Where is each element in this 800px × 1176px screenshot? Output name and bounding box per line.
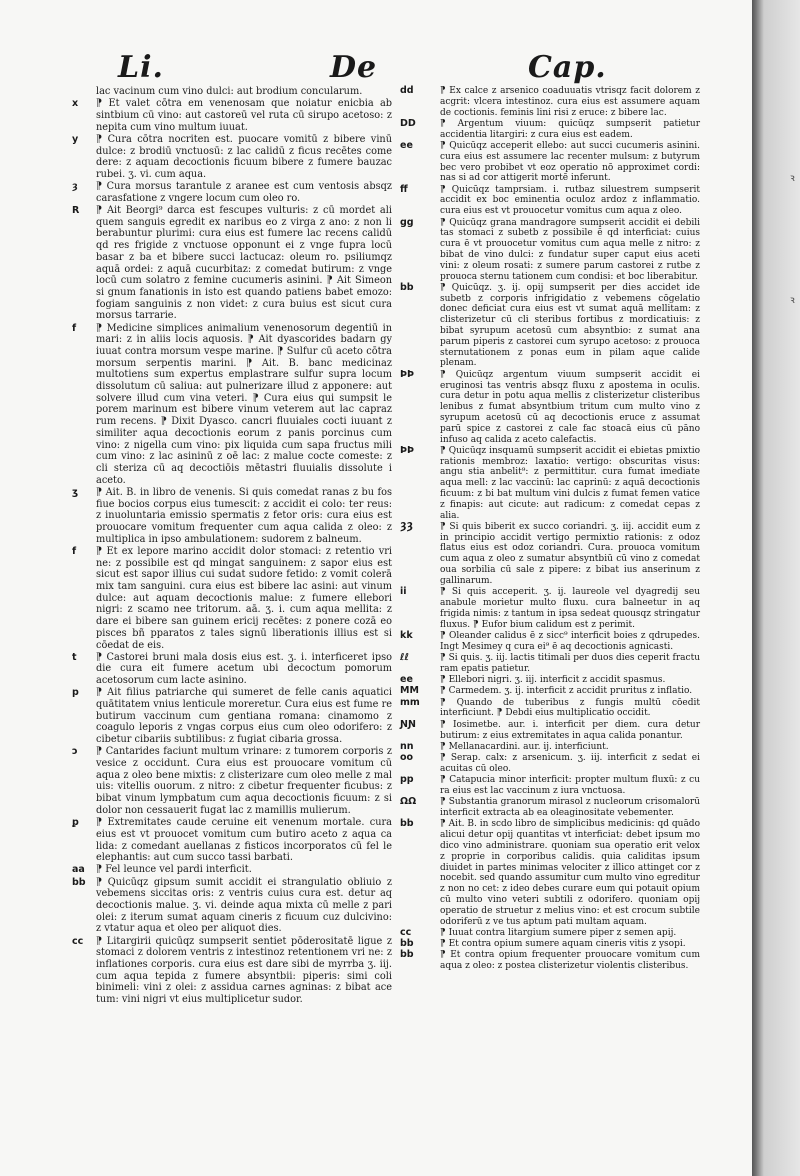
entry-text: ⁋ Et contra opium frequenter prouocare vomitum cum aqua z oleo: z postea clisterizetur violentis clisteribus.	[440, 950, 700, 972]
margin-letter: ii	[400, 586, 407, 598]
text-entry	[72, 181, 392, 204]
margin-letter: gg	[400, 216, 414, 228]
entry-text: ⁋ Ex calce z arsenico coaduuatis vtrisqz facit dolorem z acgrit: vlcera intestinoz. cura eius est assumere aquam de coctionis. feminis lini risi z eruce: z bibere lac.	[440, 86, 700, 118]
text-entry	[400, 696, 700, 720]
text-entry	[400, 139, 700, 184]
margin-letter: cc	[72, 935, 84, 947]
margin-letter: ꝑ	[72, 817, 79, 829]
margin-letter: ee	[400, 674, 413, 686]
margin-letter: bb	[400, 818, 414, 830]
text-entry	[400, 949, 700, 972]
entry-text: ⁋ Oleander calidus ē z sicc⁹ interficit boies z qdrupedes. Ingt Mesimey q cura ei⁹ ē aq decoctionis agnicasti.	[440, 630, 700, 652]
margin-letter: f	[72, 322, 77, 334]
entry-text: ⁋ Si quis biberit ex succo coriandri. ʒ. iij. accidit eum z in principio accidit vertigo permixtio rationis: z odoz flatus eius est odoz coriandri. Cura. prouoca vomitum cum aqua z oleo z sumatur absyntbiū cū vino z comedat oua sorbilia cū sale z pipere: z bibat ius anserinum z gallinarum.	[440, 521, 700, 586]
margin-letter: ȝ	[72, 181, 78, 193]
edge-mark: ꝛ	[790, 295, 795, 306]
entry-text: ⁋ Serap. calx: z arsenicum. ʒ. iij. interficit z sedat ei acuitas cū oleo.	[440, 753, 700, 774]
text-entry	[400, 520, 700, 587]
text-entry	[72, 651, 392, 687]
header-middle: De	[330, 50, 378, 85]
margin-letter: R	[72, 205, 80, 217]
margin-letter: bb	[72, 876, 86, 888]
margin-letter: f	[72, 545, 77, 557]
text-entry	[400, 740, 700, 753]
margin-letter: bb	[400, 938, 414, 950]
text-entry	[400, 796, 700, 819]
right-column	[400, 86, 700, 973]
margin-letter: x	[72, 98, 79, 110]
entry-text: ⁋ Et ex lepore marino accidit dolor stomaci: z retentio vri ne: z possibile est qd mingat sanguinem: z sapor eius est sicut est sapor illius cui sudat sudore fetido: z vomit colerā mix tam sanguini. cura eius est bibere lac asini: aut vinum dulce: aut aquam decoctionis malue: z fumere ellebori nigri: z scamo nee tritorum. aā. ʒ. i. cum aqua mellita: z dare ei bibere san guinem ericij recētes: z ponere cozā eo pisces bñ pparatos z tales signū liberationis illius est si cōedat de eis.	[96, 545, 392, 651]
entry-text: ⁋ Extremitates caude ceruine eit venenum mortale. cura eius est vt prouocet vomitum cum butiro aceto z aqua ca lida: z comedant auellanas z fisticos incorporatos cū fel le elephantis: aut cum succo tassi barbati.	[96, 817, 392, 864]
left-column	[72, 86, 392, 1006]
entry-text: ⁋ Fel leunce vel pardi interficit.	[96, 864, 252, 876]
margin-letter: ȜȜ	[400, 520, 414, 532]
text-entry	[72, 205, 392, 322]
entry-text: ⁋ Ellebori nigri. ʒ. iij. interficit z accidit spasmus.	[440, 675, 666, 686]
text-entry	[400, 752, 700, 775]
text-entry	[72, 817, 392, 864]
text-entry	[400, 938, 700, 950]
entry-text: ⁋ Quicūqz argentum viuum sumpserit accidit ei eruginosi tas ventris absqz fluxu z apostema in oculis. cura detur in potu aqua mellis z clisterizetur clisteribus lenibus z fumat absyntbium tritum cum multo vino z syrupum acetosū cū aq decoctionis eruce z assumat parū spice z castorei z cale fac stoacā eius cū pāno infuso aq calida z aceto calefactis.	[440, 369, 700, 445]
margin-letter: y	[72, 133, 79, 145]
margin-letter: kk	[400, 629, 413, 641]
text-entry	[400, 818, 700, 927]
margin-letter: pp	[400, 774, 414, 786]
entry-text: ⁋ Si quis acceperit. ʒ. ij. laureole vel dyagredij seu anabule morietur multo fluxu. cura balneetur in aq frigida nimis: z tantum in ipsa sedeat quousqz stringatur fluxus. ⁋ Eufor bium calidum est z perimit.	[440, 587, 700, 630]
text-entry	[72, 864, 392, 876]
margin-letter: bb	[400, 281, 414, 293]
entry-text: ⁋ Et valet cōtra em venenosam que noiatur enicbia ab sintbium cū vino: aut castoreū vel ruta cū sirupo acetoso: z nepita cum vino multum iuuat.	[96, 98, 392, 133]
entry-text: ⁋ Castorei bruni mala dosis eius est. ʒ. i. interficeret ipso die cura eit fumere acetum ubi decoctum pomorum acetosorum cum lacte asinino.	[96, 651, 392, 687]
margin-letter: t	[72, 651, 77, 663]
entry-text: ⁋ Litargirii quicūqz sumpserit sentiet pōderositatē ligue z stomaci z dolorem ventris z intestinoz retentionem vri ne: z inflationes corporis. cura eius est dare sibi de myrrba ʒ. iij. cum aqua tepida z fumere absyntbii: piperis: simi coli binimeli: vini z olei: z assidua carnes agninas: z bibat ace tum: vini nigri vt eius multiplicetur sudor.	[96, 935, 392, 1006]
margin-letter: mm	[400, 696, 420, 708]
header-left: Li.	[118, 50, 164, 85]
margin-letter: ʒ	[72, 486, 79, 498]
text-entry	[400, 926, 700, 939]
text-entry	[72, 746, 392, 816]
entry-text: ⁋ Quicūqz tamprsiam. i. rutbaz siluestrem sumpserit accidit ex boc eminentia oculoz ardoz z inflammatio. cura eius est vt prouocetur vomitus cum aqua z oleo.	[440, 184, 700, 217]
entry-text: ⁋ Quando de tuberibus z fungis multū cōedit interficiunt. ⁋ Debdi eius multiplicatio occidit.	[440, 697, 700, 719]
text-entry	[400, 685, 700, 697]
margin-letter: ee	[400, 139, 413, 151]
text-entry	[72, 935, 392, 1006]
entry-text: ⁋ Carmedem. ʒ. ij. interficit z accidit pruritus z inflatio.	[440, 686, 693, 697]
text-entry	[400, 674, 700, 686]
margin-letter: aa	[72, 864, 85, 876]
margin-letter: bb	[400, 949, 414, 961]
text-entry	[72, 133, 392, 181]
margin-letter: ff	[400, 183, 408, 195]
entry-text: ⁋ Cantarides faciunt multum vrinare: z tumorem corporis z vesice z occidunt. Cura eius est prouocare vomitum cū aqua z oleo bene mixtis: z clisterizare cum oleo melle z mal uis: vitellis ouorum. z nitro: z cibetur frequenter ficubus: z bibat vinum lympbatum cum aqua decoctionis ficuum: z si dolor non cessauerit fugat lac z mamillis mulierum.	[96, 746, 392, 816]
margin-letter: p	[72, 687, 79, 699]
edge-mark: ꝛ	[790, 173, 795, 184]
margin-letter: oo	[400, 752, 414, 764]
entry-text: ⁋ Quicūqz acceperit ellebo: aut succi cucumeris asinini. cura eius est assumere lac recenter mulsum: z butyrum bec vero probibet vt eoz operatio nō approximet cordi: nas si ad cor attigerit mortē inferunt.	[440, 140, 700, 184]
entry-text: ⁋ Quicūqz grana mandragore sumpserit accidit ei debili tas stomaci z subetb z possibile ē qd interficiat: cuius cura ē vt prouocetur vomitus cum aqua melle z nitro: z bibat de vino dulci: z fundatur super caput eius aceti vini: z oleum rosati: z sumere parum castorei z rutbe z prouoca sternu tationem cum condisi: et boc liberabitur.	[440, 217, 700, 282]
text-entry	[400, 718, 700, 742]
margin-letter: nn	[400, 740, 414, 752]
text-entry	[400, 444, 700, 522]
margin-letter: DD	[400, 117, 416, 129]
entry-text: lac vacinum cum vino dulci: aut brodium concularum.	[96, 86, 363, 97]
entry-text: ⁋ Cura morsus tarantule z aranee est cum ventosis absqz carasfatione z vngere locum cum oleo ro.	[96, 181, 392, 204]
text-entry	[72, 98, 392, 133]
entry-text: ⁋ Iosimetbe. aur. i. interficit per diem. cura detur butirum: z eius extremitates in aqua calida ponantur.	[440, 719, 700, 741]
entry-text: ⁋ Argentum viuum: quicūqz sumpserit patietur accidentia litargiri: z cura eius est eadem.	[440, 118, 700, 140]
text-entry	[72, 322, 392, 487]
text-entry	[400, 117, 700, 141]
facing-page-edge	[752, 0, 800, 1176]
entry-text: ⁋ Quicūqz. ʒ. ij. opij sumpserit per dies accidet ide subetb z corporis infrigidatio z vebemens cōgelatio donec deficiat cura eius est vt sumat aquā mellitam: z clisterizetur cū cli steribus fortibus z mordicatiuis: z bibat syrupum acetosū cum absyntbio: z sumat ana parum piperis z castorei cum syrupo acetoso: z prouoca sternutationem z ponas eum in pilam aque calide plenam.	[440, 282, 700, 369]
entry-text: ⁋ Catapucia minor interficit: propter multum fluxū: z cu ra eius est lac vaccinum z iura vnctuosa.	[440, 775, 700, 796]
margin-letter: ƝƝ	[400, 718, 416, 730]
text-entry	[400, 629, 700, 653]
margin-letter: MM	[400, 685, 419, 697]
text-entry	[72, 486, 392, 546]
entry-text: ⁋ Ait Beorgi⁹ darca est fescupes vulturis: z cū mordet ali quem sanguis egredit ex naribus eo z virga z ano: z non li berabuntur plurimi: cura eius est fumere lac recens calidū qd res frigide z vnctuose opponunt ei z vnge fupra locū basar z ba et bibere succi lactucaz: oleum ro. psiliumqz aquā ordei: z aquā cucurbitaz: z comedat butirum: z vnge locū cum solatro z femine cucumeris asinini. ⁋ Ait Simeon si gnum fanationis in isto est quando patiens babet emozo: fogiam sanguinis z non videt: z cura buius est sicut cura morsus tarrarie.	[96, 205, 392, 322]
text-entry	[400, 183, 700, 217]
entry-text: ⁋ Si quis. ʒ. iij. lactis titimali per duos dies ceperit fractu ram epatis patietur.	[440, 652, 700, 674]
margin-letter: ΩΩ	[400, 796, 417, 808]
entry-text: ⁋ Quicūqz gipsum sumit accidit ei strangulatio obliuio z vebemens siccitas oris: z ventris cuius cura est. detur aq decoctionis malue. ʒ. vi. deinde aqua mixta cū melle z pari olei: z iterum sumat aquam cineris z ficuum cuz dulcivino: z vtatur aqua et oleo per aliquot dies.	[96, 876, 392, 935]
entry-text: ⁋ Mellanacardini. aur. ij. interficiunt.	[440, 741, 609, 752]
margin-letter: ÞÞ	[400, 444, 415, 456]
text-entry	[72, 876, 392, 936]
text-entry	[400, 774, 700, 797]
margin-letter: ÞÞ	[400, 368, 415, 380]
text-entry	[72, 545, 392, 651]
entry-text: ⁋ Iuuat contra litargium sumere piper z semen apij.	[440, 927, 677, 938]
entry-text: ⁋ Et contra opium sumere aquam cineris vitis z ysopi.	[440, 939, 686, 950]
running-header	[0, 50, 752, 90]
margin-letter: ℓℓ	[400, 651, 409, 663]
margin-letter: ↄ	[72, 746, 78, 758]
entry-text: ⁋ Cura cōtra nocriten est. puocare vomitū z bibere vinū dulce: z brodiū vnctuosū: z lac calidū z ficus recētes come dere: z aquam decoctionis ficuum bibere z fumere bauzac rubei. ʒ. vi. cum aqua.	[96, 133, 392, 180]
text-entry	[96, 86, 392, 98]
entry-text: ⁋ Ait filius patriarche qui sumeret de felle canis aquatici quātitatem vnius lenticule moreretur. Cura eius est fume re butirum vaccinum cum gentiana romana: cinamomo z coagulo leporis z vngas corpus eius cum oleo odorifero: z cibetur cibariis subtilibus: z fugiat cibaria grossa.	[96, 687, 392, 746]
text-entry	[72, 687, 392, 746]
entry-text: ⁋ Ait. B. in scdo libro de simplicibus medicinis: qd quādo alicui detur opij quantitas vt interficiat: debet ipsum mo dico vino administrare. quoniam sua operatio erit velox z proprie in corporibus calidis. quia caliditas ipsum diuidet in partes minimas velociter z illico attinget cor z nocebit. sed quando assumitur cum multo vino egreditur z non no cet: z ideo debes curare eum qui potauit opium cū multo vino veteri subtili z odorifero. quoniam opij operatio de struetur z melius vino: et est crocum subtile odoriferū z ve tus aptum pati multam aquam.	[440, 819, 700, 927]
margin-letter: cc	[400, 926, 412, 938]
entry-text: ⁋ Substantia granorum mirasol z nucleorum crisomalorū interficit extracta ab ea oleaginositate vebementer.	[440, 797, 700, 819]
header-right: Cap.	[528, 50, 607, 85]
margin-letter: dd	[400, 85, 414, 96]
text-entry	[400, 85, 700, 118]
entry-text: ⁋ Ait. B. in libro de venenis. Si quis comedat ranas z bu fos fiue bocios corpus eius tumescit: z accidit ei colo: ter reus: z inuoluntaria emissio spermatis z fetor oris: cura eius est prouocare vomitum frequenter cum aqua calida z oleo: z multiplica in ipso ambulationem: sudorem z balneum.	[96, 486, 392, 545]
text-entry	[400, 651, 700, 675]
text-entry	[400, 281, 700, 369]
text-entry	[400, 586, 700, 630]
entry-text: ⁋ Medicine simplices animalium venenosorum degentiū in mari: z in aliis locis aquosis. ⁋ Ait dyascorides badarn gy iuuat contra morsum vespe marine. ⁋ Sulfur cū aceto cōtra morsum serpentis marini. ⁋ Ait. B. banc medicinaz multotiens sum expertus emplastrare sulfur supra locum dissolutum cū saliua: aut pulnerizare illud z apponere: aut solvere illud cum vina veteri. ⁋ Cura eius qui sumpsit le porem marinum est bibere vinum veterem aut lac capraz rum recens. ⁋ Dixit Dyasco. cancri fluuiales cocti iuuant z similiter aqua decoctionis eorum z panis porcinus cum vino: z nigella cum vino: pix liquida cum sapa fructus mili cum vino: z lac asininū z oē lac: z malue cocte comeste: z cli steriza cū aq decoctiōis mētastri fluuialis dissolute i aceto.	[96, 322, 392, 486]
text-entry	[400, 368, 700, 446]
text-entry	[400, 216, 700, 283]
entry-text: ⁋ Quicūqz insquamū sumpserit accidit ei ebietas pmixtio rationis membroz: laxatio: vertigo: obscuritas visus: angu stia anbelit⁹: z permittitur. cura fumat imediate aqua mell: z lac vaccinū: lac caprinū: z aquā decoctionis ficuum: z bi bat multum vini dulcis z fumat femen vatice z finapis: aut cicute: aut radicum: z comedat cepas z alia.	[440, 445, 700, 521]
